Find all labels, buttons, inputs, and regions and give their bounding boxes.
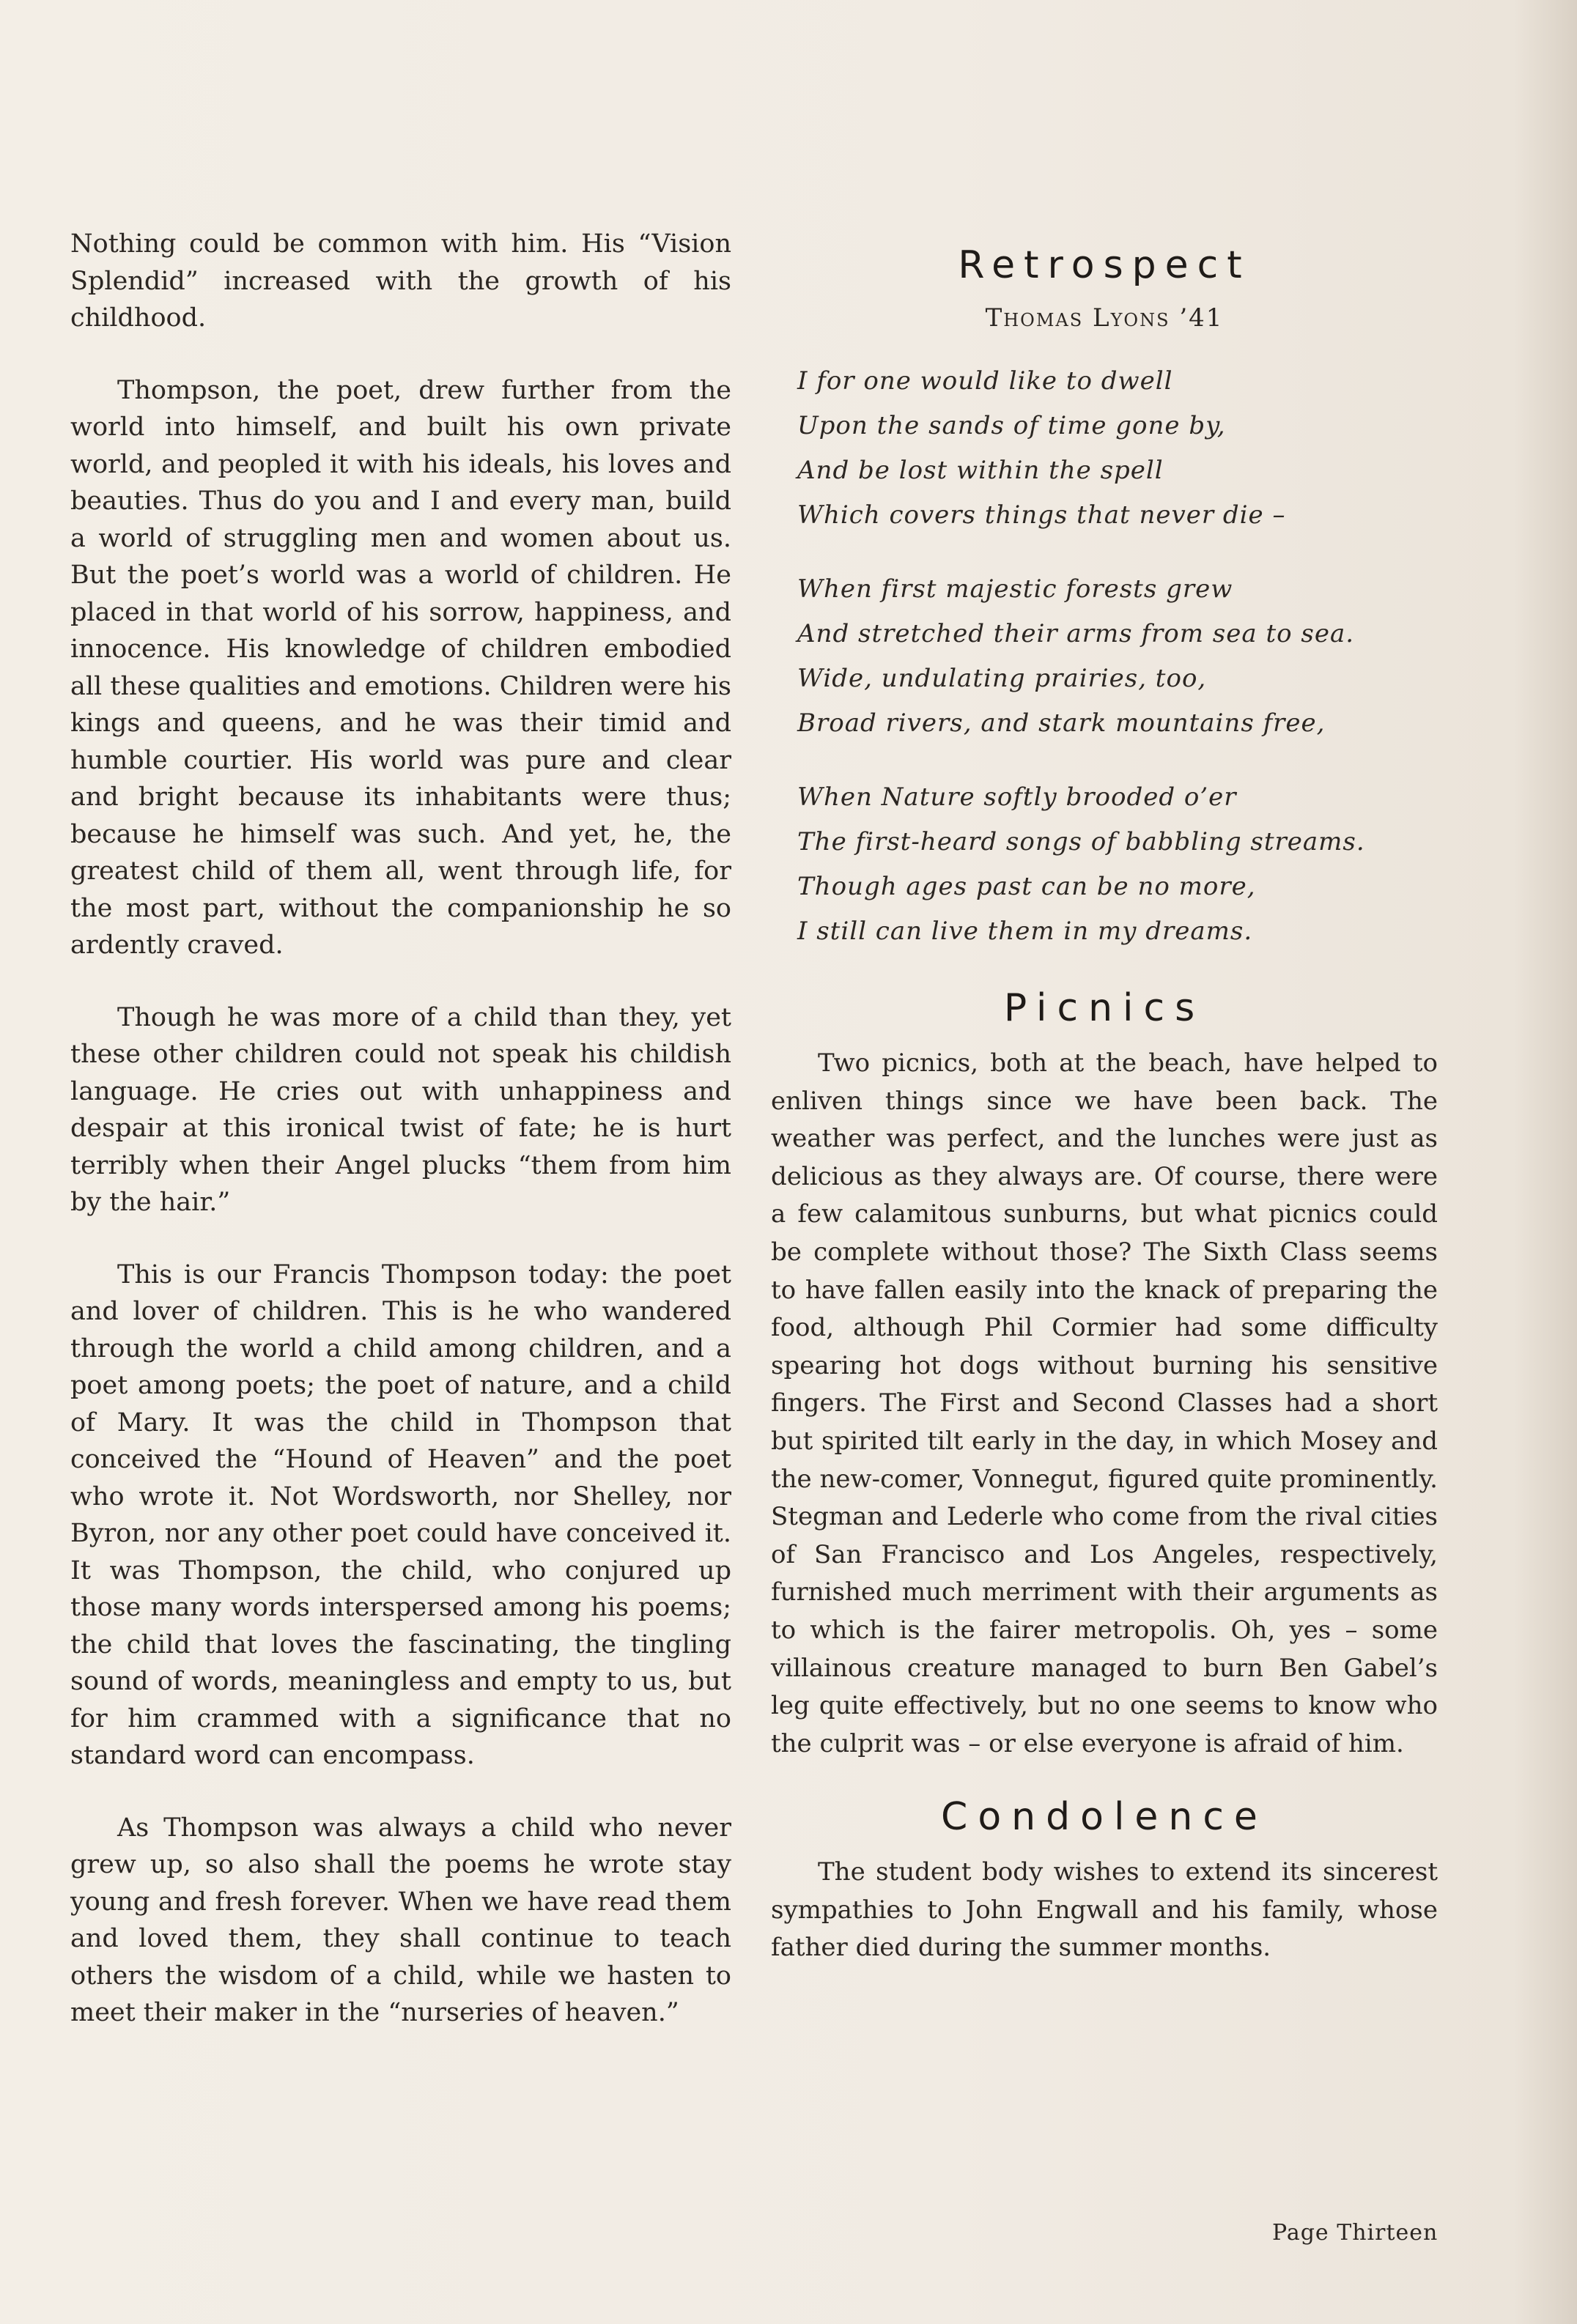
poem-line: Which covers things that never die – (797, 500, 1286, 530)
poem-title: Retrospect (958, 243, 1251, 287)
poem-line: The first-heard songs of babbling streams. (797, 827, 1365, 856)
condolence-text: The student body wishes to extend its sincerest sympathies to John Engwall and his family, whose father died during the summer months. (771, 1857, 1438, 1963)
right-column (771, 226, 1438, 1967)
poem-line: I for one would like to dwell (797, 366, 1173, 396)
poem-line: Wide, undulating prairies, too, (797, 664, 1207, 693)
poem-stanza-3 (797, 775, 1438, 954)
paragraph-3: Though he was more of a child than they, yet these other children could not speak his childish language. He cries out with unhappiness and despair at this ironical twist of fate; he is hurt terribly when their Angel plucks “them from him by the hair.” (70, 1002, 731, 1217)
left-column (70, 226, 731, 2067)
poem-line: I still can live them in my dreams. (797, 917, 1253, 946)
poem-stanza-2 (797, 567, 1438, 746)
poem-line: Though ages past can be no more, (797, 872, 1256, 901)
paragraph-2: Thompson, the poet, drew further from the world into himself, and built his own private world, and peopled it with his ideals, his loves and beauties. Thus do you and I and every man, build a world of struggling men and women about us. But the poet’s world was a world of children. He placed in that world of his sorrow, happiness, and innocence. His knowledge of children embodied all these qualities and emotions. Children were his kings and queens, and he was their timid and humble courtier. His world was pure and clear and bright because its inhabitants were thus; because he himself was such. And yet, he, the greatest child of them all, went through life, for the most part, without the companionship he so ardently craved. (70, 375, 731, 960)
poem-author: Thomas Lyons ’41 (985, 303, 1224, 333)
picnics-text: Two picnics, both at the beach, have helped to enliven things since we have been back. The weather was perfect, and the lunches were just as delicious as they always are. Of course, there were a few calamitous sunburns, but what picnics could be complete without those? The Sixth Class seems to have fallen easily into the knack of preparing the food, although Phil Cormier had some difficulty spearing hot dogs without burning his sensitive fingers. The First and Second Classes had a short but spirited tilt early in the day, in which Mosey and the new-comer, Vonnegut, figured quite prominently. Stegman and Lederle who come from the rival cities of San Francisco and Los Angeles, respectively, furnished much merriment with their arguments as to which is the fairer metropolis. Oh, yes – some villainous creature managed to burn Ben Gabel’s leg quite effectively, but no one seems to know who the culprit was – or else everyone is afraid of him. (771, 1048, 1438, 1758)
paragraph-4: This is our Francis Thompson today: the poet and lover of children. This is he who wandered through the world a child among children, and a poet among poets; the poet of nature, and a child of Mary. It was the child in Thompson that conceived the “Hound of Heaven” and the poet who wrote it. Not Wordsworth, nor Shelley, nor Byron, nor any other poet could have conceived it. It was Thompson, the child, who conjured up those many words interspersed among his poems; the child that loves the fascinating, the tingling sound of words, meaningless and empty to us, but for him crammed with a significance that no standard word can encompass. (70, 1259, 731, 1770)
poem-line: Broad rivers, and stark mountains free, (797, 708, 1326, 738)
poem-line: When Nature softly brooded o’er (797, 782, 1237, 812)
page-number: Page Thirteen (1272, 2220, 1438, 2246)
paragraph-1: Nothing could be common with him. His “Vision Splendid” increased with the growth of his childhood. (70, 229, 731, 333)
poem-line: And stretched their arms from sea to sea. (797, 619, 1355, 648)
paragraph-5: As Thompson was always a child who never grew up, so also shall the poems he wrote stay young and fresh forever. When we have read them and loved them, they shall continue to teach others the wisdom of a child, while we hasten to meet their maker in the “nurseries of heaven.” (70, 1813, 731, 2027)
poem-line: When first majestic forests grew (797, 574, 1233, 604)
picnics-title: Picnics (1003, 986, 1205, 1030)
poem-stanza-1 (797, 359, 1438, 538)
poem-line: Upon the sands of time gone by, (797, 411, 1226, 440)
condolence-title: Condolence (941, 1795, 1268, 1840)
poem-line: And be lost within the spell (797, 456, 1164, 485)
